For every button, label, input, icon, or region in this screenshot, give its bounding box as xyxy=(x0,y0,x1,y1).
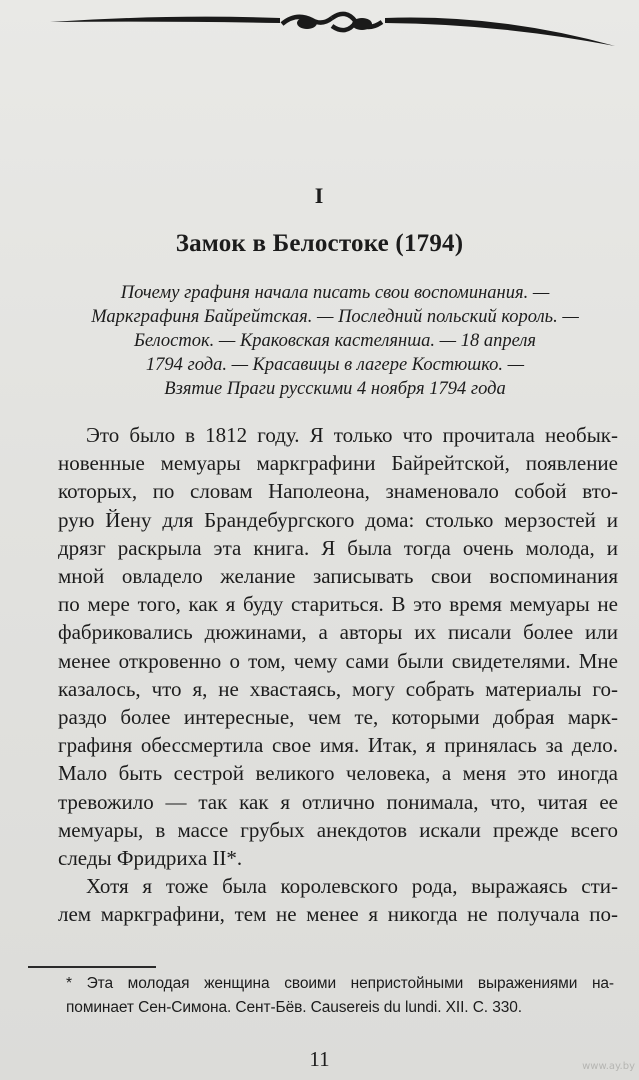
footnote xyxy=(66,972,614,1020)
header-ornament xyxy=(50,6,615,46)
body-line: графиня обессмертила свое имя. Итак, я принялась за дело. xyxy=(58,733,618,758)
body-line: Это было в 1812 году. Я только что прочитала необык- xyxy=(86,423,618,447)
footnote-line: поминает Сен-Симона. Сент-Бёв. Causereis du lundi. XII. C. 330. xyxy=(66,999,522,1016)
body-line: которых, по словам Наполеона, знаменовало собой вто- xyxy=(58,479,618,504)
body-line: Мало быть сестрой великого человека, а меня это иногда xyxy=(58,761,618,786)
body-line: следы Фридриха II*. xyxy=(58,846,243,871)
body-line: казалось, что я, не хвастаясь, могу собрать материалы го- xyxy=(58,676,618,701)
synopsis-line: Взятие Праги русскими 4 ноября 1794 года xyxy=(164,379,506,399)
body-text xyxy=(58,421,618,929)
synopsis-line: 1794 года. — Красавицы в лагере Костюшко. — xyxy=(145,355,525,375)
body-line: по мере того, как я буду стариться. В это время мемуары не xyxy=(58,592,618,617)
body-line: дрязг раскрыла эта книга. Я была тогда очень молода, и xyxy=(58,535,618,560)
synopsis-line: Почему графиня начала писать свои воспоминания. — xyxy=(120,283,550,303)
body-line: менее откровенно о том, чему сами были свидетелями. Мне xyxy=(58,648,618,673)
body-line: мной овладело желание записывать свои воспоминания xyxy=(58,564,618,589)
chapter-title: Замок в Белостоке (1794) xyxy=(175,230,464,257)
body-line: раздо более интересные, чем те, которыми добрая марк- xyxy=(58,705,618,730)
body-line: Хотя я тоже была королевского рода, выражаясь сти- xyxy=(86,874,618,899)
page-number: 11 xyxy=(309,1047,330,1071)
body-line: тревожило — так как я отлично понимала, что, читая ее xyxy=(58,789,618,814)
body-line: мемуары, в массе грубых анекдотов искали прежде всего xyxy=(58,817,618,842)
body-line: новенные мемуары маркграфини Байрейтской, появление xyxy=(58,451,618,476)
watermark: www.ay.by xyxy=(582,1061,635,1072)
footnote-line: * Эта молодая женщина своими непристойными выражениями на- xyxy=(66,975,614,992)
chapter-synopsis xyxy=(70,281,600,401)
body-line: лем маркграфини, тем не менее я никогда не получала по- xyxy=(58,902,618,927)
synopsis-line: Белосток. — Краковская кастелянша. — 18 апреля xyxy=(133,331,537,351)
body-line: рую Йену для Брандебургского дома: столько мерзостей и xyxy=(58,507,618,532)
chapter-number: I xyxy=(314,183,325,208)
synopsis-line: Маркграфиня Байрейтская. — Последний польский король. — xyxy=(91,307,579,327)
body-line: фабриковались дюжинами, а авторы их писали более или xyxy=(58,620,618,645)
footnote-divider xyxy=(28,966,156,968)
